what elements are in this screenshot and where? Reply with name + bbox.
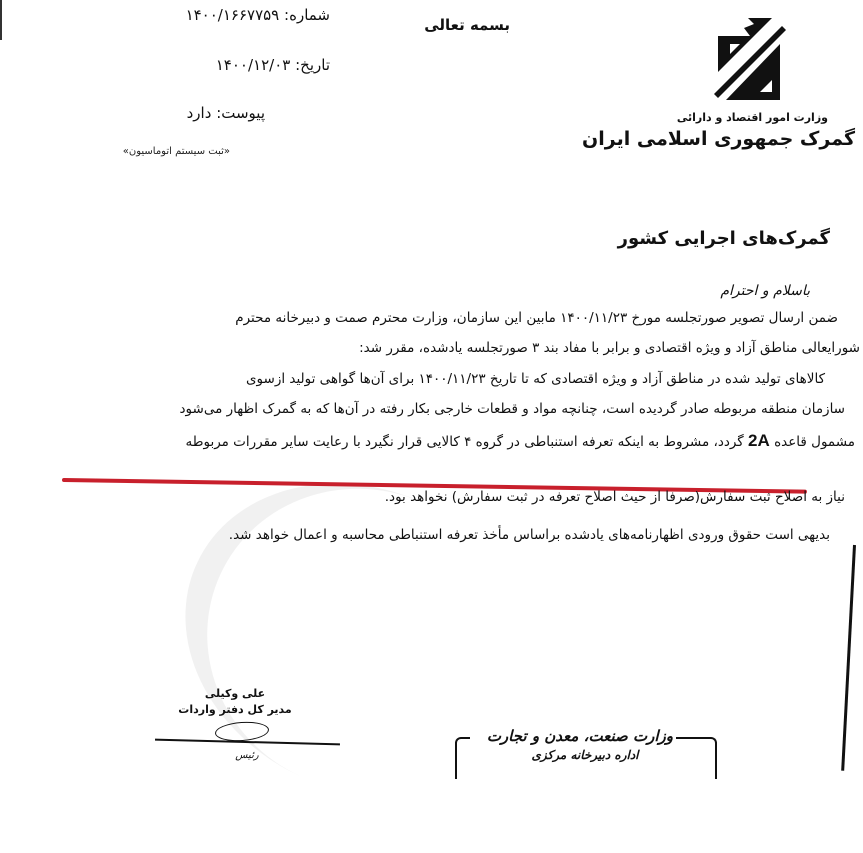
- system-note: «ثبت سیستم اتوماسیون»: [122, 146, 230, 157]
- date-label: تاریخ:: [295, 56, 330, 74]
- number-label: شماره:: [284, 6, 330, 24]
- stamp-subtitle: اداره دبیرخانه مرکزی: [531, 748, 639, 762]
- number-value: ۱۴۰۰/۱۶۶۷۷۵۹: [185, 6, 280, 24]
- letter-attachment: [95, 104, 265, 122]
- attachment-value: دارد: [186, 104, 212, 122]
- stamp-title: وزارت صنعت، معدن و تجارت: [470, 727, 676, 745]
- greeting: باسلام و احترام: [720, 283, 810, 299]
- rule-code: 2A: [748, 431, 770, 450]
- scan-edge-right: [841, 545, 856, 771]
- rule-condition: گردد، مشروط به اینکه تعرفه استنباطی در گروه ۴ کالایی قرار نگیرد با رعایت سایر مقررات مربوطه: [185, 434, 744, 450]
- letter-date: [95, 56, 330, 74]
- body-line-5: [80, 431, 855, 451]
- body-line-7: بدیهی است حقوق ورودی اظهارنامه‌های یادشده براساس مأخذ تعرفه استنباطی محاسبه و اعمال خواهد شد.: [228, 527, 830, 543]
- signer-title: مدیر کل دفتر واردات: [178, 703, 292, 716]
- customs-logo-icon: [710, 14, 788, 102]
- invocation: بسمه تعالی: [424, 16, 510, 34]
- body-line-2: شورایعالی مناطق آزاد و ویژه اقتصادی و برابر با مفاد بند ۳ صورتجلسه یادشده، مقرر شد:: [359, 340, 860, 356]
- recipient: گمرک‌های اجرایی کشور: [617, 228, 830, 249]
- signature-scribble: رئیس: [235, 750, 259, 761]
- organization-name: گمرک جمهوری اسلامی ایران: [582, 128, 855, 150]
- ministry-name: وزارت امور اقتصاد و دارائی: [676, 111, 828, 124]
- attachment-label: پیوست:: [216, 104, 265, 122]
- letter-number: [95, 6, 330, 24]
- date-value: ۱۴۰۰/۱۲/۰۳: [215, 56, 291, 74]
- body-line-3: کالاهای تولید شده در مناطق آزاد و ویژه اقتصادی که تا تاریخ ۱۴۰۰/۱۱/۲۳ برای آن‌ها گواهی تولید ازسوی: [245, 371, 825, 387]
- body-line-6: نیاز به اصلاح ثبت سفارش(صرفا از حیث اصلاح تعرفه در ثبت سفارش) نخواهد بود.: [384, 489, 845, 505]
- body-line-1: ضمن ارسال تصویر صورتجلسه مورخ ۱۴۰۰/۱۱/۲۳ مابین این سازمان، وزارت محترم صمت و دبیرخانه محترم: [235, 310, 838, 326]
- rule-prefix: مشمول قاعده: [774, 434, 855, 450]
- signer-name: علی وکیلی: [204, 687, 266, 700]
- scan-edge-left: [0, 0, 2, 40]
- body-line-4: سازمان منطقه مربوطه صادر گردیده است، چنانچه مواد و قطعات خارجی بکار رفته در آن‌ها که به گمرک اظهار می‌شود: [179, 401, 845, 417]
